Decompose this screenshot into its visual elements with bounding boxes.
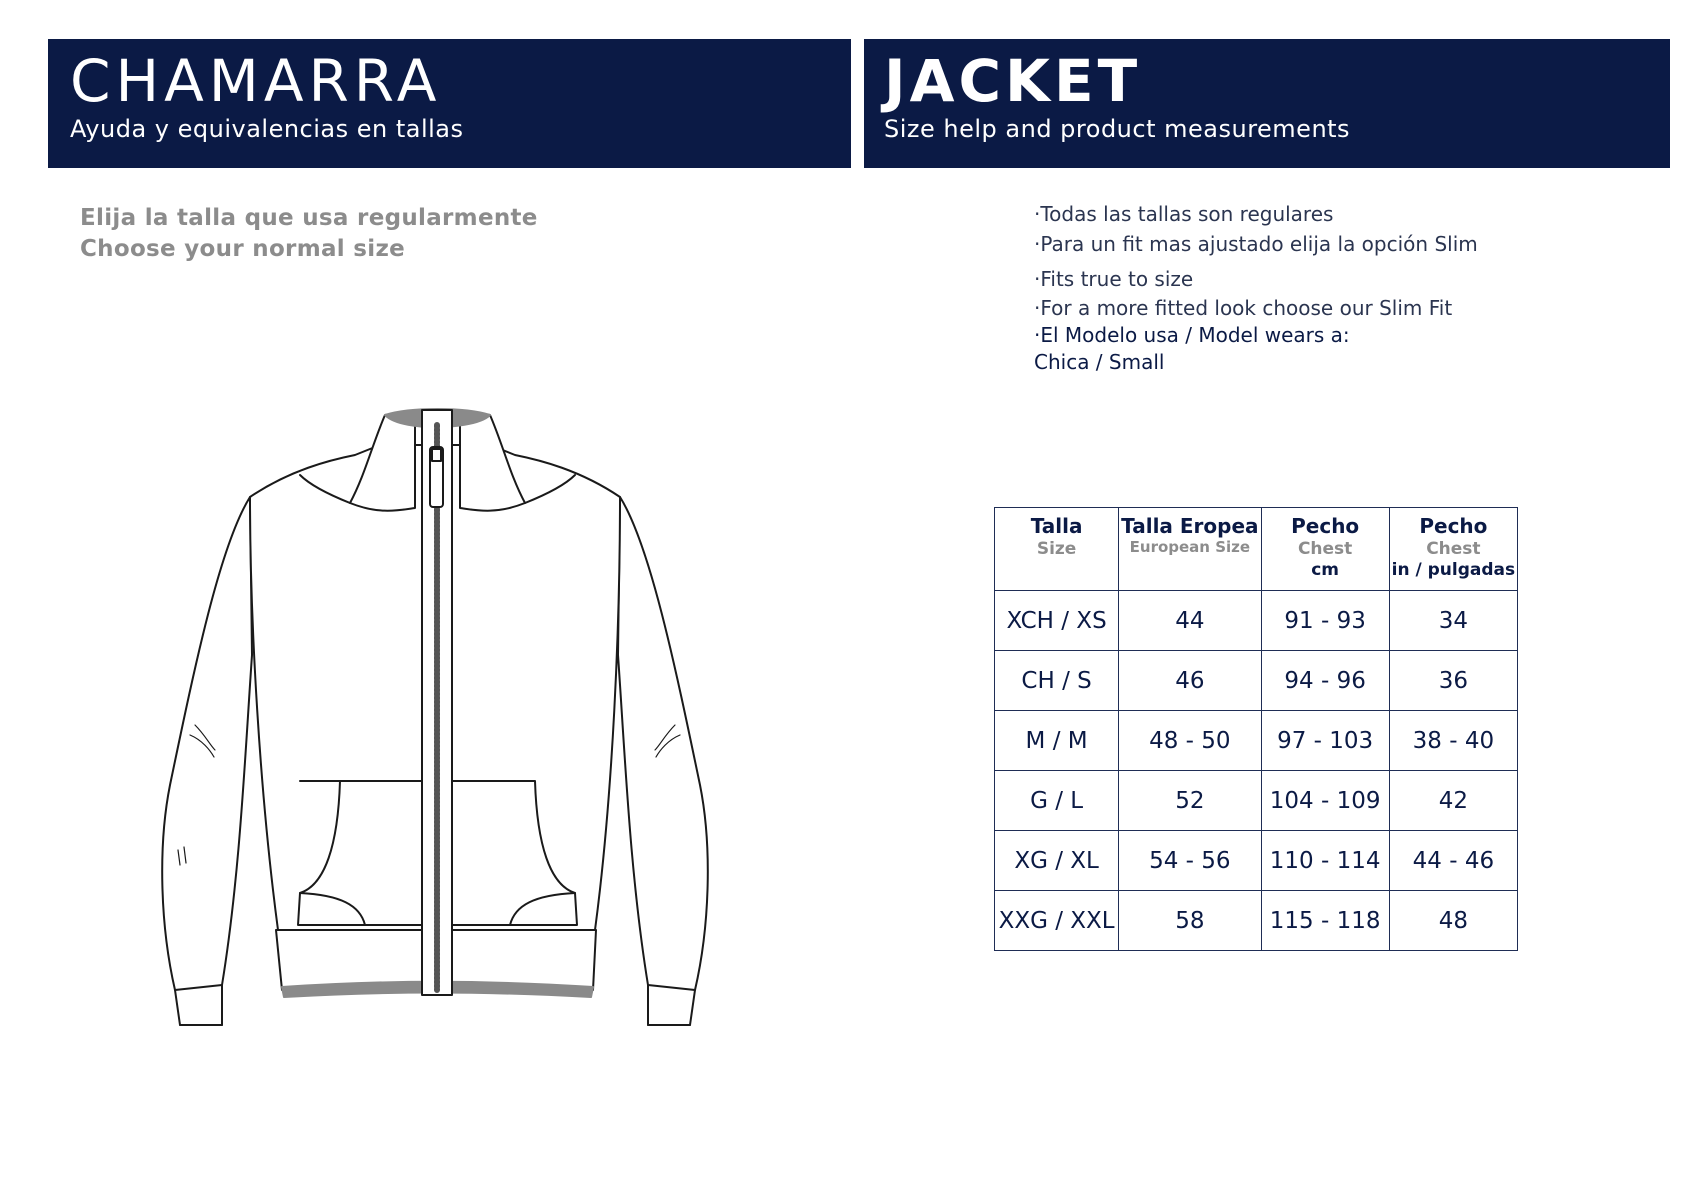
- cell-chest-cm: 115 - 118: [1261, 891, 1389, 951]
- cell-size: XG / XL: [995, 831, 1119, 891]
- subtitle-spanish: Ayuda y equivalencias en tallas: [70, 115, 464, 143]
- header-chest-cm: Pecho Chest cm: [1261, 508, 1389, 591]
- note-regular-en: ·Fits true to size: [1034, 267, 1194, 291]
- table-row: [995, 711, 1518, 771]
- note-regular-es: ·Todas las tallas son regulares: [1034, 202, 1334, 226]
- jacket-illustration: [150, 405, 730, 1045]
- cell-european: 58: [1119, 891, 1261, 951]
- cell-chest-in: 48: [1389, 891, 1517, 951]
- cell-european: 52: [1119, 771, 1261, 831]
- cell-chest-in: 38 - 40: [1389, 711, 1517, 771]
- cell-chest-cm: 110 - 114: [1261, 831, 1389, 891]
- choose-size-es: Elija la talla que usa regularmente: [80, 205, 538, 231]
- table-row: [995, 771, 1518, 831]
- cell-chest-in: 36: [1389, 651, 1517, 711]
- note-slim-es: ·Para un fit mas ajustado elija la opción Slim: [1034, 232, 1478, 256]
- note-model-size: Chica / Small: [1034, 350, 1165, 374]
- table-row: [995, 651, 1518, 711]
- cell-size: XCH / XS: [995, 591, 1119, 651]
- cell-european: 48 - 50: [1119, 711, 1261, 771]
- table-row: [995, 891, 1518, 951]
- cell-chest-in: 34: [1389, 591, 1517, 651]
- subtitle-english: Size help and product measurements: [884, 115, 1351, 143]
- header-english: [864, 39, 1670, 168]
- header-chest-in: Pecho Chest in / pulgadas: [1389, 508, 1517, 591]
- cell-chest-cm: 94 - 96: [1261, 651, 1389, 711]
- cell-european: 44: [1119, 591, 1261, 651]
- cell-size: M / M: [995, 711, 1119, 771]
- cell-size: CH / S: [995, 651, 1119, 711]
- title-jacket: JACKET: [884, 47, 1142, 115]
- table-header-row: [995, 508, 1518, 591]
- note-slim-en: ·For a more fitted look choose our Slim Fit: [1034, 296, 1453, 320]
- size-chart-table: [994, 507, 1518, 951]
- note-model-wears: ·El Modelo usa / Model wears a:: [1034, 323, 1350, 347]
- title-chamarra: CHAMARRA: [70, 47, 442, 115]
- cell-european: 54 - 56: [1119, 831, 1261, 891]
- cell-chest-in: 42: [1389, 771, 1517, 831]
- choose-size-en: Choose your normal size: [80, 236, 406, 262]
- choose-size-instructions: [80, 203, 538, 265]
- table-row: [995, 831, 1518, 891]
- cell-size: G / L: [995, 771, 1119, 831]
- cell-chest-cm: 91 - 93: [1261, 591, 1389, 651]
- header-spanish: [48, 39, 851, 168]
- cell-chest-cm: 97 - 103: [1261, 711, 1389, 771]
- header-european-size: Talla Eropea European Size: [1119, 508, 1261, 591]
- cell-chest-in: 44 - 46: [1389, 831, 1517, 891]
- cell-chest-cm: 104 - 109: [1261, 771, 1389, 831]
- cell-european: 46: [1119, 651, 1261, 711]
- cell-size: XXG / XXL: [995, 891, 1119, 951]
- header-size: Talla Size: [995, 508, 1119, 591]
- table-row: [995, 591, 1518, 651]
